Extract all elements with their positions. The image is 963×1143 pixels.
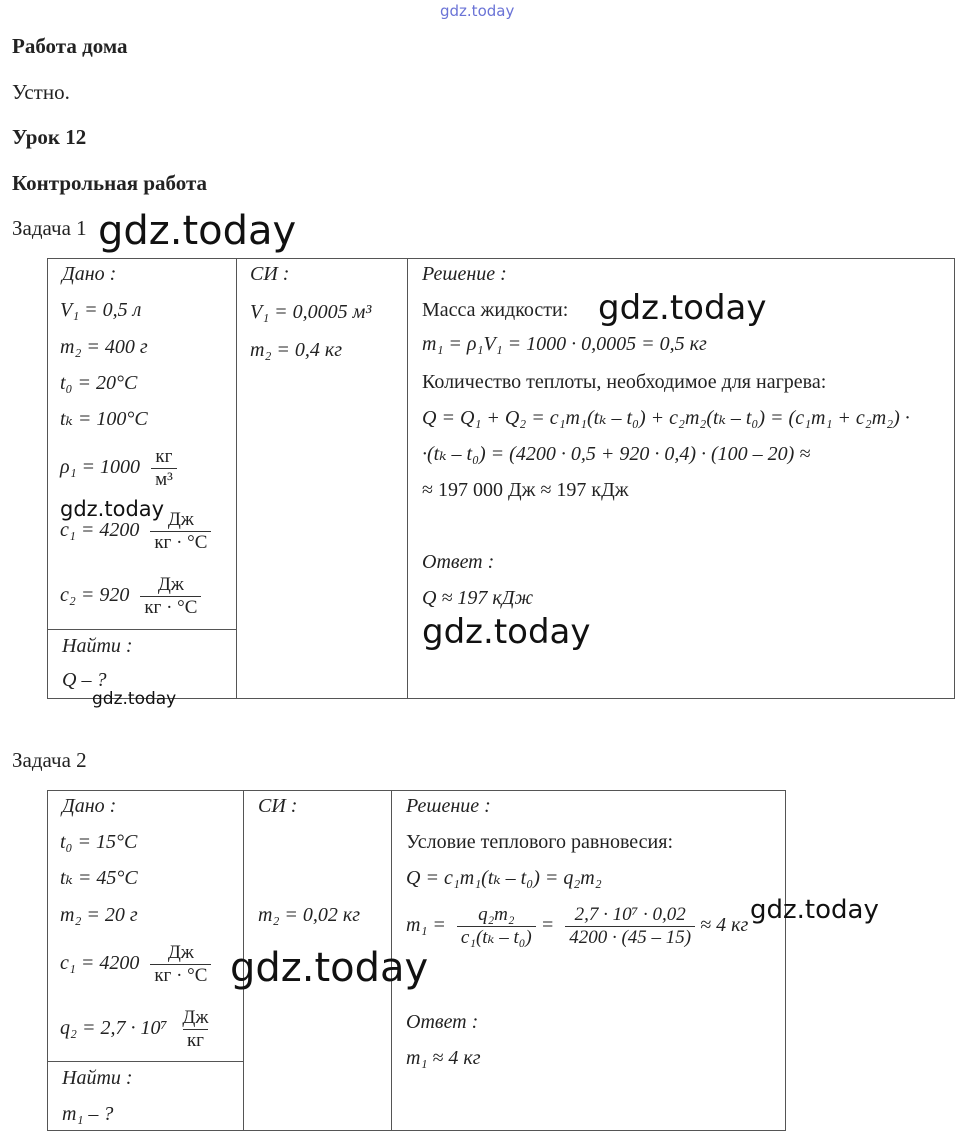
heading-test: Контрольная работа xyxy=(12,171,208,195)
fraction-denominator: кг · °C xyxy=(150,531,211,554)
solution-line: ·(tₖ – t₀) = (4200 · 0,5 + 920 · 0,4) · (100 – 20) ≈ xyxy=(422,443,811,465)
si-item: m₂ = 0,02 кг xyxy=(258,904,361,926)
given-item: t₀ = 20°C xyxy=(60,372,138,394)
formula-equals: = xyxy=(540,914,555,937)
given-item: t₀ = 15°C xyxy=(60,831,138,853)
fraction-denominator: c₁(tₖ – t₀) xyxy=(457,926,536,949)
given-label: Дано : xyxy=(62,263,117,285)
find-value: Q – ? xyxy=(62,669,107,691)
formula-result: ≈ 4 кг xyxy=(700,914,749,937)
given-density xyxy=(60,446,177,491)
given-item: V₁ = 0,5 л xyxy=(60,299,142,321)
given-heat-capacity-2 xyxy=(60,574,201,619)
heading-lesson: Урок 12 xyxy=(12,125,87,149)
si-item: m₂ = 0,4 кг xyxy=(250,339,343,361)
given-item: m₂ = 20 г xyxy=(60,904,138,926)
solution-label: Решение : xyxy=(406,795,491,817)
solution-formula xyxy=(406,904,748,949)
given-heat-of-combustion xyxy=(60,1007,213,1052)
formula-lhs: m₁ = xyxy=(406,914,446,937)
given-c2-lhs: c₂ = 920 xyxy=(60,584,130,607)
watermark: gdz.today xyxy=(92,689,177,709)
find-label: Найти : xyxy=(62,1067,133,1089)
solution-line: Условие теплового равновесия: xyxy=(406,831,674,853)
find-value: m₁ – ? xyxy=(62,1103,114,1125)
fraction-denominator: м³ xyxy=(151,468,177,491)
fraction-numerator: Дж xyxy=(167,509,194,530)
given-label: Дано : xyxy=(62,795,117,817)
watermark-top: gdz.today xyxy=(440,2,515,20)
fraction-denominator: кг · °C xyxy=(150,964,211,987)
given-c1-lhs: c₁ = 4200 xyxy=(60,519,140,542)
watermark: gdz.today xyxy=(598,288,767,328)
answer-label: Ответ : xyxy=(406,1011,479,1033)
answer-label: Ответ : xyxy=(422,551,495,573)
heading-task-1: Задача 1 xyxy=(12,216,87,240)
watermark: gdz.today xyxy=(60,497,165,521)
fraction-numerator: Дж xyxy=(167,942,194,963)
given-heat-capacity-1 xyxy=(60,509,211,554)
find-label: Найти : xyxy=(62,635,133,657)
solution-line: m₁ = ρ₁V₁ = 1000 · 0,0005 = 0,5 кг xyxy=(422,333,707,355)
given-q2-lhs: q₂ = 2,7 · 10⁷ xyxy=(60,1017,168,1040)
fraction-numerator: q₂m₂ xyxy=(478,904,515,925)
answer-value: Q ≈ 197 кДж xyxy=(422,587,534,609)
fraction-numerator: кг xyxy=(155,446,173,467)
watermark: gdz.today xyxy=(98,208,297,254)
divider xyxy=(47,629,237,630)
divider xyxy=(407,258,408,699)
answer-value: m₁ ≈ 4 кг xyxy=(406,1047,481,1069)
solution-line: ≈ 197 000 Дж ≈ 197 кДж xyxy=(422,479,629,501)
solution-line: Масса жидкости: xyxy=(422,299,569,321)
si-label: СИ : xyxy=(258,795,298,817)
si-label: СИ : xyxy=(250,263,290,285)
given-c1-lhs: c₁ = 4200 xyxy=(60,952,140,975)
solution-line: Q = c₁m₁(tₖ – t₀) = q₂m₂ xyxy=(406,867,602,889)
solution-label: Решение : xyxy=(422,263,507,285)
heading-homework: Работа дома xyxy=(12,34,128,58)
fraction-numerator: Дж xyxy=(157,574,184,595)
given-item: m₂ = 400 г xyxy=(60,336,148,358)
fraction-denominator: 4200 · (45 – 15) xyxy=(565,926,695,949)
solution-line: Q = Q₁ + Q₂ = c₁m₁(tₖ – t₀) + c₂m₂(tₖ – t₀) = (c₁m₁ + c₂m₂) · xyxy=(422,407,910,429)
fraction-denominator: кг · °C xyxy=(140,596,201,619)
given-heat-capacity-1 xyxy=(60,942,211,987)
fraction-denominator: кг xyxy=(183,1029,208,1052)
divider xyxy=(236,258,237,699)
text-oral: Устно. xyxy=(12,80,70,104)
solution-line: Количество теплоты, необходимое для нагрева: xyxy=(422,371,827,393)
divider xyxy=(47,1061,244,1062)
watermark: gdz.today xyxy=(750,895,879,925)
watermark: gdz.today xyxy=(422,612,591,652)
heading-task-2: Задача 2 xyxy=(12,748,87,772)
si-item: V₁ = 0,0005 м³ xyxy=(250,301,372,323)
given-density-lhs: ρ₁ = 1000 xyxy=(60,456,141,479)
watermark: gdz.today xyxy=(230,945,429,991)
fraction-numerator: Дж xyxy=(182,1007,209,1028)
fraction-numerator: 2,7 · 10⁷ · 0,02 xyxy=(574,904,686,925)
given-item: tₖ = 45°C xyxy=(60,867,138,889)
given-item: tₖ = 100°C xyxy=(60,408,148,430)
